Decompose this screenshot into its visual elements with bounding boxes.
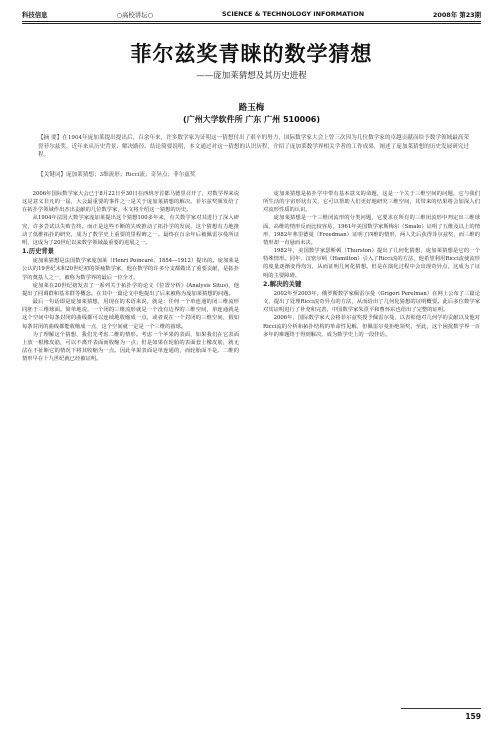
running-header	[22, 8, 481, 20]
abstract: 【摘 要】在1904年庞加莱提出提出后，百余年来，许多数学家为证明这一猜想付出了艰辛的努力，国际数学家大会上曾三次因为几位数学家的卓越贡献而给予数学领域最高荣誉菲尔兹奖。近年来从历史背景、解决路径、结论简要说明，本文通过对这一猜想的认识历程，介绍了庞加莱数学界相关学者的工作成果，阐述了庞加莱猜想的历史发展研究过程。	[38, 135, 469, 159]
right-column	[263, 190, 480, 339]
page-number: 159	[465, 712, 481, 721]
body-paragraph: 庞加莱猜想是法国数学家庞加莱（Henri Poincaré，1854—1912）提出的。庞加莱是公认的19世纪末和20世纪初的领袖数学家，他在数学的许多分支都做出了重要贡献，是拓扑学的奠基人之一，被称为数学界的最后一位全才。	[22, 258, 239, 281]
body-paragraph: 庞加莱在20世纪初发表了一系列关于拓扑学的论文《位置分析》(Analysis Situs)，他提出了同调群和基本群等概念。在其中一篇论文中他提出了后来被称为庞加莱猜想的问题。	[22, 282, 239, 297]
issue-info: 2008年 第23期	[432, 10, 481, 19]
body-paragraph: 庞加莱猜想是拓扑学中带有基本意义的命题，这是一个关于三维空间的问题，它与我们所生活的宇宙形状有关，它可以帮助人们更好地研究三维空间，其带来的结果将会加深人们对流形性质的认识。	[263, 191, 480, 214]
body-paragraph: 2006年国际数学家大会已于8月22日至30日在西班牙首都马德里召开了，对数学界来说这是意义非凡的一届，大会最重要的事件之一是关于庞加莱猜想的解决。菲尔兹奖颁发给了在拓扑学领域作出杰出贡献的几位数学家，本文将介绍这一猜想的历史。	[22, 191, 239, 214]
journal-name: 科技信息	[22, 10, 48, 19]
author-name: 路玉梅	[238, 103, 265, 113]
section-name: ○高校讲坛○	[116, 10, 154, 19]
body-paragraph: 最后一句话即是庞加莱猜想，用现在的术语来说，就是：任何一个单连通的闭三维流形同胚于三维球面。简单地说，一个闭的三维流形就是一个没有边界的三维空间，单连通就是这个空间中每条封闭的曲线都可以连续地收缩成一点，或者说在一个封闭的三维空间，假如每条封闭的曲线都能收缩成一点，这个空间就一定是一个三维的圆球。	[22, 299, 239, 330]
body-paragraph: 为了理解这个猜想，我们先考虑二维的情形。考虑一个苹果的表面，如果我们在它表面上放一根橡皮筋，可以不离开表面而收缩为一点；但是如果在轮胎的表面套上橡皮筋，就无法在不扯断它的情况下将其收缩为一点。因此苹果表面是单连通的，而轮胎面不是。二维的情形早在十九世纪就已经被证明。	[22, 331, 239, 363]
article-subtitle: ——庞加莱猜想及其历史进程	[196, 71, 307, 81]
article-title: 菲尔兹奖青睐的数学猜想	[130, 42, 373, 66]
body-paragraph: 2002年至2003年，俄罗斯数学家佩雷尔曼（Grigori Perelman）在网上公布了三篇论文，提出了处理Ricci流奇异点的方法，从而给出了几何化猜想的证明概要。此后多位数学家对其证明进行了补充和完善，中国数学家朱熹平和曹怀东也给出了完整的证明。	[263, 290, 480, 314]
body-paragraph: 2006年，国际数学家大会将菲尔兹奖授予佩雷尔曼，以表彰他对几何学的贡献以及他对Ricci流的分析和拓扑结构的革命性见解，但佩雷尔曼拒绝领奖。至此，这个困扰数学界一百多年的难题终于得到解决，成为数学史上的一段佳话。	[263, 315, 480, 338]
header-rule-thin	[22, 23, 481, 24]
author-affiliation: (广州大学软件所 广东 广州 510006)	[182, 115, 321, 124]
body-paragraph: 从1904年法国大数学家庞加莱提出这个猜想100多年来，有关数学家对其进行了深入研究，许多尝试以失败告终。而正是这些不断的失败推动了拓扑学的发展，这个猜想有力地推动了低维拓扑的研究，成为了数学史上重要的里程碑之一。最终在百余年后被佩雷尔曼所证明，这成为了20世纪以来数学领域最重要的进展之一。	[22, 215, 239, 246]
keywords: 【关键词】庞加莱猜想；3维流形；Ricci流；奇异点；菲尔兹奖	[38, 172, 196, 178]
body-paragraph: 1982年，美国数学家瑟斯顿（Thurston）提出了几何化猜想，庞加莱猜想是它的一个特殊情形。同年，汉密尔顿（Hamilton）引入了Ricci流的方法，他希望利用Ricci流使流形的度量逐渐变得均匀，从而证明几何化猜想。但是在演化过程中会出现奇异点，这成为了证明的主要障碍。	[263, 248, 480, 279]
section-heading: 2.解决的关键	[263, 280, 302, 288]
section-heading: 1.历史背景	[22, 248, 54, 256]
footer-rule	[401, 708, 481, 709]
body-paragraph: 庞加莱猜想是一个三维闭流形的分类问题，它要求在所有的三维闭流形中判定出三维球面。高维的情形反而比较容易，1961年美国数学家斯梅尔（Smale）证明了五维及以上的情形，1982年弗里德曼（Freedman）证明了四维的情形，两人先后获得菲尔兹奖，而三维的情形却一直悬而未决。	[263, 215, 480, 246]
header-rule	[22, 21, 481, 22]
left-column	[22, 190, 239, 363]
journal-english-name: SCIENCE & TECHNOLOGY INFORMATION	[222, 10, 365, 18]
